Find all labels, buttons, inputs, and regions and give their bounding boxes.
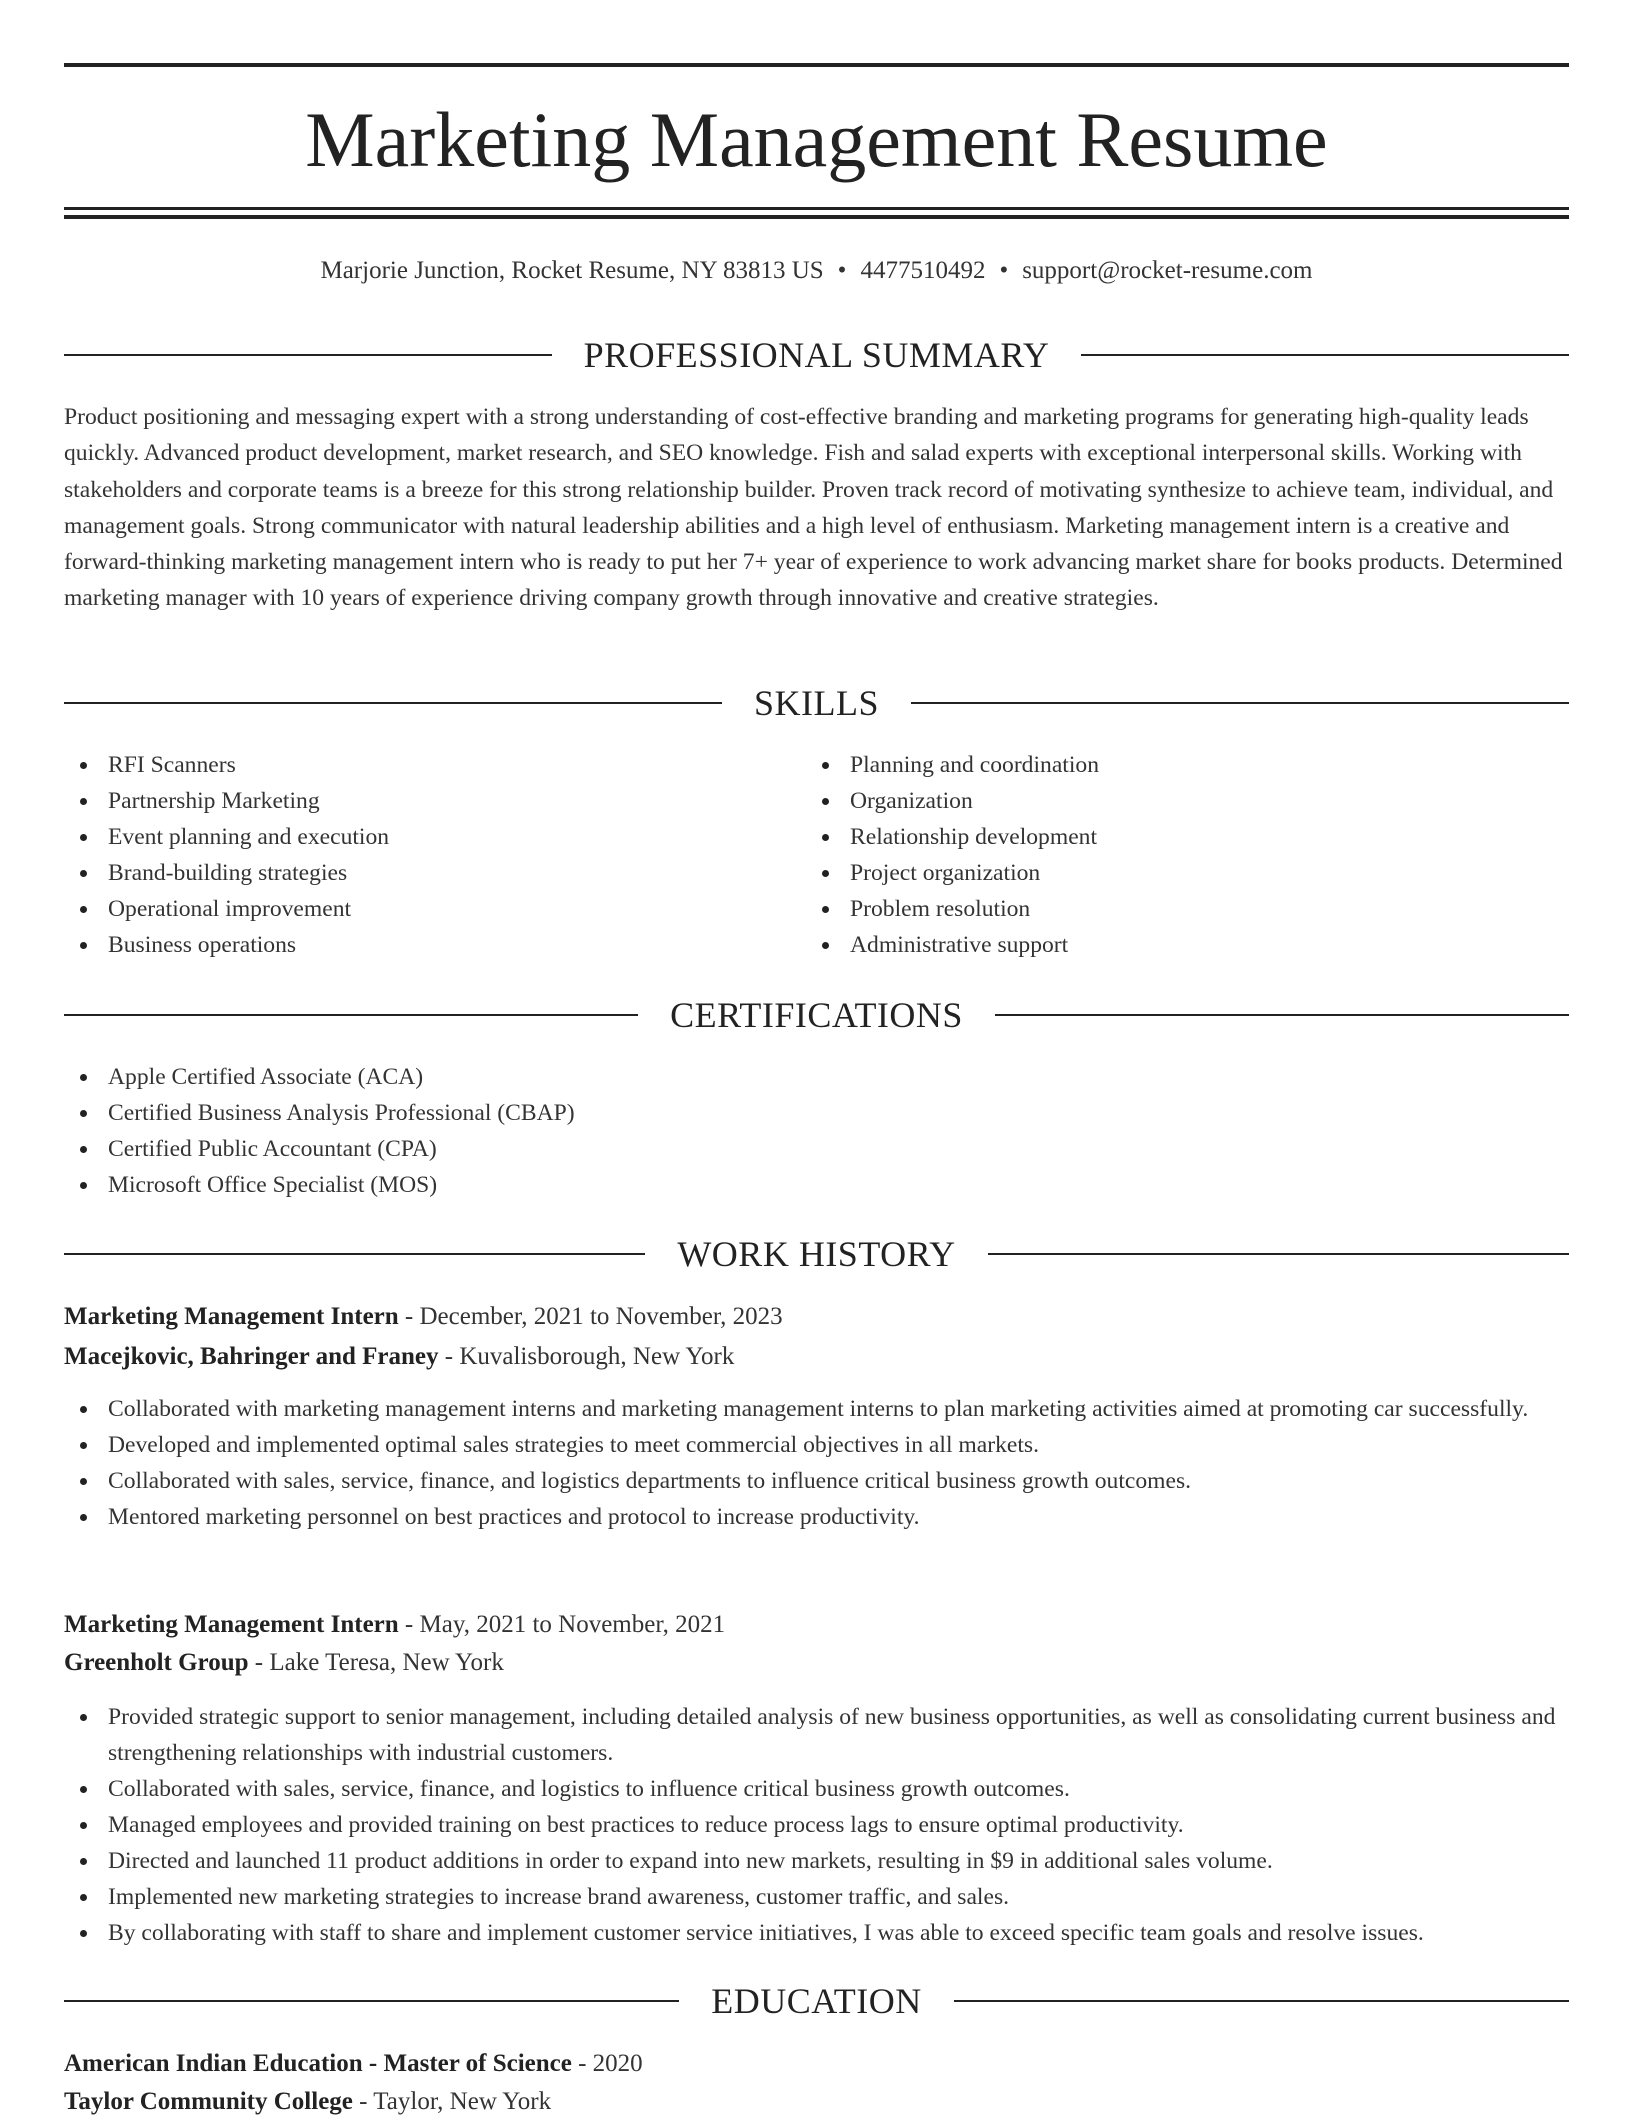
job-1-bullets bbox=[64, 1391, 1569, 1535]
job-1-title-line bbox=[64, 1299, 1569, 1335]
certification-item: Microsoft Office Specialist (MOS) bbox=[64, 1167, 1569, 1203]
contact-phone: 4477510492 bbox=[860, 257, 986, 284]
skills-list-left bbox=[64, 747, 764, 963]
contact-address: Marjorie Junction, Rocket Resume, NY 83813 US bbox=[320, 257, 824, 284]
section-title-work: WORK HISTORY bbox=[677, 1234, 956, 1274]
section-header-summary bbox=[64, 333, 1569, 377]
job-2-bullets bbox=[64, 1699, 1569, 1951]
job-2-title-line bbox=[64, 1607, 1569, 1643]
contact-email: support@rocket-resume.com bbox=[1022, 257, 1313, 284]
title-top-rule bbox=[64, 63, 1569, 67]
title-bottom-rule-1 bbox=[64, 207, 1569, 210]
section-rule bbox=[1081, 354, 1569, 356]
education-degree-separator: - bbox=[362, 2050, 384, 2077]
section-header-skills bbox=[64, 681, 1569, 725]
section-title-education: EDUCATION bbox=[711, 1981, 922, 2021]
skill-item: Operational improvement bbox=[64, 891, 764, 927]
summary-text: Product positioning and messaging expert with a strong understanding of cost-effective branding and marketing programs for generating high-quality leads quickly. Advanced product development, market research, and SEO knowledge. Fish and salad experts with exceptional interpersonal skills. Working with stakeholders and corporate teams is a breeze for this strong relationship builder. Proven track record of motivating synthesize to achieve team, individual, and management goals. Strong communicator with natural leadership abilities and a high level of enthusiasm. Marketing management intern is a creative and forward-thinking marketing management intern who is ready to put her 7+ year of experience to work advancing market share for books products. Determined marketing manager with 10 years of experience driving company growth through innovative and creative strategies. bbox=[64, 404, 1563, 612]
job-bullet: Provided strategic support to senior management, including detailed analysis of new business opportunities, as well as consolidating current business and strengthening relationships with industrial customers. bbox=[64, 1699, 1569, 1771]
section-rule bbox=[64, 1014, 638, 1016]
job-2-company: Greenholt Group bbox=[64, 1649, 249, 1676]
job-bullet: Mentored marketing personnel on best practices and protocol to increase productivity. bbox=[64, 1499, 1569, 1535]
section-rule bbox=[64, 354, 552, 356]
resume-title: Marketing Management Resume bbox=[305, 96, 1328, 183]
job-1-title: Marketing Management Intern bbox=[64, 1303, 399, 1330]
job-1-dates: - December, 2021 to November, 2023 bbox=[398, 1303, 783, 1330]
skills-list-right bbox=[806, 747, 1506, 963]
skill-item: Relationship development bbox=[806, 819, 1506, 855]
certification-item: Apple Certified Associate (ACA) bbox=[64, 1059, 1569, 1095]
job-2-title: Marketing Management Intern bbox=[64, 1611, 399, 1638]
job-1-company: Macejkovic, Bahringer and Franey bbox=[64, 1343, 439, 1370]
skill-item: Brand-building strategies bbox=[64, 855, 764, 891]
job-1-company-line bbox=[64, 1339, 1569, 1375]
section-rule bbox=[64, 702, 722, 704]
education-college-location: - Taylor, New York bbox=[352, 2088, 552, 2115]
skill-item: RFI Scanners bbox=[64, 747, 764, 783]
education-degree-line bbox=[64, 2046, 1569, 2082]
bullet-separator: • bbox=[837, 257, 847, 284]
education-college-line bbox=[64, 2084, 1569, 2120]
job-1-location: - Kuvalisborough, New York bbox=[438, 1343, 735, 1370]
section-title-skills: SKILLS bbox=[754, 683, 880, 723]
skill-item: Partnership Marketing bbox=[64, 783, 764, 819]
section-title-certifications: CERTIFICATIONS bbox=[670, 995, 963, 1035]
education-school: American Indian Education bbox=[64, 2050, 363, 2077]
skill-item: Problem resolution bbox=[806, 891, 1506, 927]
education-college: Taylor Community College bbox=[64, 2088, 353, 2115]
certification-item: Certified Public Accountant (CPA) bbox=[64, 1131, 1569, 1167]
job-bullet: Collaborated with sales, service, finance, and logistics to influence critical business growth outcomes. bbox=[64, 1771, 1569, 1807]
section-rule bbox=[954, 2000, 1569, 2002]
job-2-dates: - May, 2021 to November, 2021 bbox=[398, 1611, 726, 1638]
job-bullet: Developed and implemented optimal sales strategies to meet commercial objectives in all markets. bbox=[64, 1427, 1569, 1463]
education-year: - 2020 bbox=[571, 2050, 643, 2077]
section-rule bbox=[64, 1253, 645, 1255]
contact-line bbox=[64, 254, 1569, 288]
bullet-separator: • bbox=[999, 257, 1009, 284]
job-bullet: By collaborating with staff to share and implement customer service initiatives, I was able to exceed specific team goals and resolve issues. bbox=[64, 1915, 1569, 1951]
job-bullet: Directed and launched 11 product additions in order to expand into new markets, resulting in $9 in additional sales volume. bbox=[64, 1843, 1569, 1879]
certification-item: Certified Business Analysis Professional (CBAP) bbox=[64, 1095, 1569, 1131]
job-2-location: - Lake Teresa, New York bbox=[248, 1649, 504, 1676]
section-header-education bbox=[64, 1979, 1569, 2023]
section-rule bbox=[911, 702, 1569, 704]
section-rule bbox=[988, 1253, 1569, 1255]
skill-item: Organization bbox=[806, 783, 1506, 819]
skill-item: Business operations bbox=[64, 927, 764, 963]
section-header-work bbox=[64, 1232, 1569, 1276]
section-rule bbox=[64, 2000, 679, 2002]
section-header-certifications bbox=[64, 993, 1569, 1037]
education-degree: Master of Science bbox=[383, 2050, 572, 2077]
certifications-list bbox=[64, 1059, 1569, 1203]
skill-item: Administrative support bbox=[806, 927, 1506, 963]
section-rule bbox=[995, 1014, 1569, 1016]
skill-item: Planning and coordination bbox=[806, 747, 1506, 783]
title-bottom-rule-2 bbox=[64, 215, 1569, 219]
skill-item: Project organization bbox=[806, 855, 1506, 891]
section-title-summary: PROFESSIONAL SUMMARY bbox=[583, 335, 1050, 375]
job-bullet: Implemented new marketing strategies to increase brand awareness, customer traffic, and sales. bbox=[64, 1879, 1569, 1915]
job-bullet: Managed employees and provided training on best practices to reduce process lags to ensure optimal productivity. bbox=[64, 1807, 1569, 1843]
job-bullet: Collaborated with sales, service, finance, and logistics departments to influence critical business growth outcomes. bbox=[64, 1463, 1569, 1499]
job-bullet: Collaborated with marketing management interns and marketing management interns to plan marketing activities aimed at promoting car successfully. bbox=[64, 1391, 1569, 1427]
skill-item: Event planning and execution bbox=[64, 819, 764, 855]
job-2-company-line bbox=[64, 1645, 1569, 1681]
